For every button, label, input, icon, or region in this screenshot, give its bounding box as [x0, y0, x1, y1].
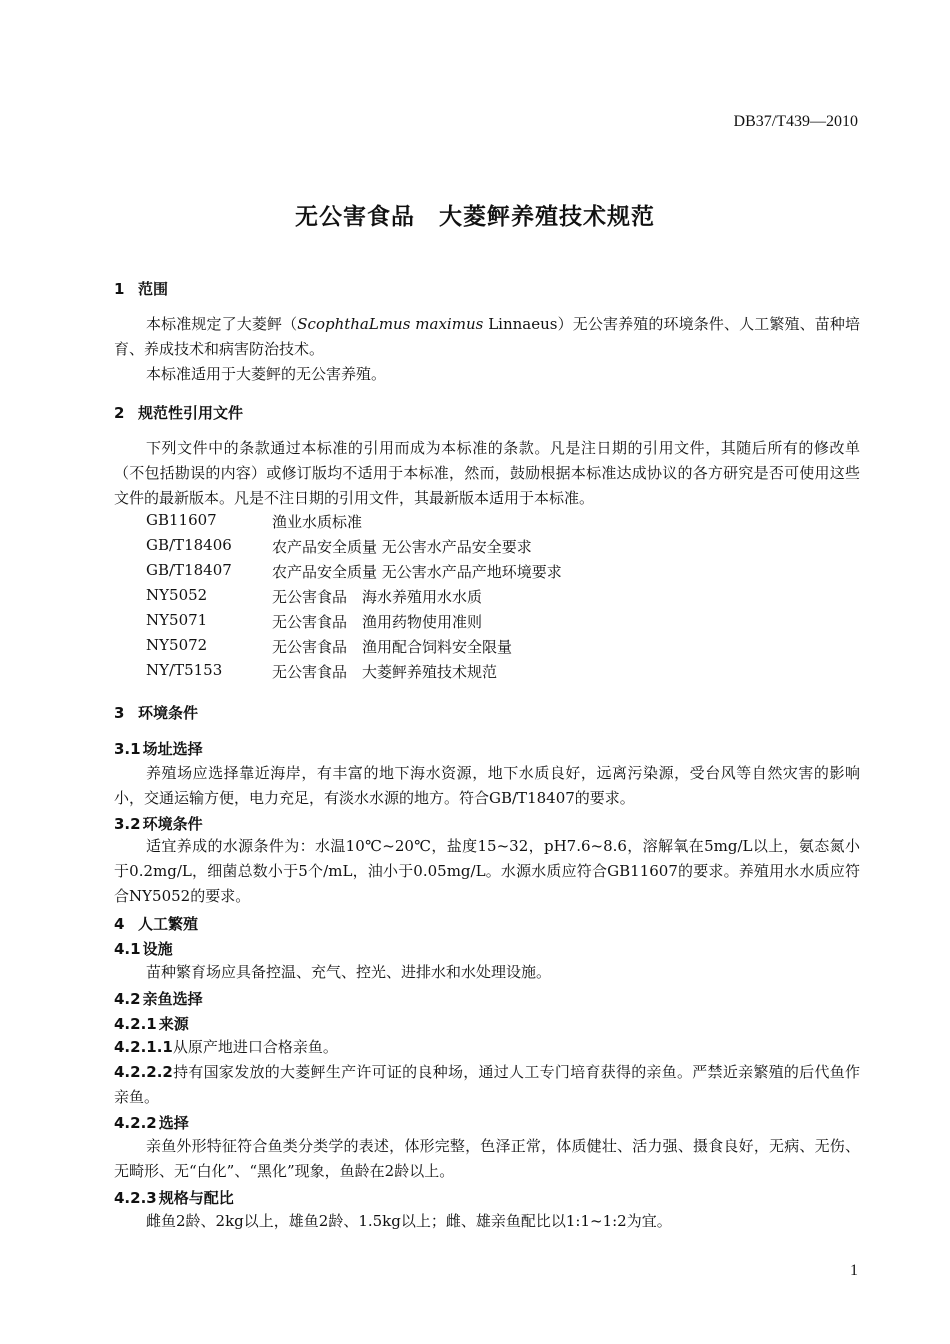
reference-title: 农产品安全质量 无公害水产品安全要求 [272, 538, 532, 556]
section-4-heading [114, 913, 198, 934]
clause-4-2-2-2 [114, 1060, 860, 1110]
section-1-heading [114, 278, 168, 299]
section-number: 3 [114, 704, 125, 722]
reference-code: NY/T5153 [146, 661, 223, 679]
reference-code: NY5072 [146, 636, 208, 654]
section-2-heading [114, 402, 243, 423]
section-title: 环境条件 [138, 704, 199, 722]
subsection-4-1-heading [114, 938, 173, 959]
reference-code: GB/T18406 [146, 536, 232, 554]
reference-title: 无公害食品 渔用配合饲料安全限量 [272, 638, 513, 656]
reference-title: 无公害食品 渔用药物使用准则 [272, 613, 483, 631]
reference-title: 无公害食品 海水养殖用水水质 [272, 588, 483, 606]
section-title: 规范性引用文件 [138, 404, 244, 422]
reference-code: NY5052 [146, 586, 208, 604]
reference-code: GB11607 [146, 511, 217, 529]
clause-text: 从原产地进口合格亲鱼。 [172, 1038, 338, 1056]
reference-title: 无公害食品 大菱鲆养殖技术规范 [272, 663, 498, 681]
subsection-number: 4.2.1 [114, 1015, 157, 1033]
subsection-title: 环境条件 [142, 815, 203, 833]
page-number: 1 [850, 1262, 858, 1279]
subsection-number: 4.1 [114, 940, 141, 958]
section-1-paragraph-1 [114, 312, 860, 362]
clause-4-2-1-1 [114, 1035, 860, 1060]
section-title: 范围 [138, 280, 169, 298]
subsection-4-2-3-paragraph: 雌鱼2龄、2kg以上，雄鱼2龄、1.5kg以上；雌、雄亲鱼配比以1:1~1:2为宜。 [146, 1212, 672, 1230]
reference-code: GB/T18407 [146, 561, 232, 579]
reference-title: 农产品安全质量 无公害水产品产地环境要求 [272, 563, 562, 581]
subsection-number: 3.1 [114, 740, 141, 758]
reference-title: 渔业水质标准 [272, 513, 363, 531]
subsection-4-2-2-paragraph: 亲鱼外形特征符合鱼类分类学的表述，体形完整，色泽正常，体质健壮、活力强、摄食良好，无病、无伤、无畸形、无“白化”、“黑化”现象，鱼龄在2龄以上。 [114, 1137, 860, 1180]
subsection-3-1-paragraph: 养殖场应选择靠近海岸，有丰富的地下海水资源，地下水质良好，远离污染源，受台风等自然灾害的影响小，交通运输方便，电力充足，有淡水水源的地方。符合GB/T18407的要求。 [114, 764, 860, 807]
text-run: Linnaeus）无公害养殖的环境条件、人工繁殖、苗种培育、养成技术和病害防治技术。 [114, 315, 860, 358]
subsection-4-2-3-heading [114, 1187, 234, 1208]
subsection-number: 4.2.2 [114, 1114, 157, 1132]
subsection-number: 4.2.3 [114, 1189, 157, 1207]
subsection-title: 设施 [142, 940, 173, 958]
section-3-heading [114, 702, 198, 723]
species-latin-name: ScophthaLmus maximus [297, 315, 484, 333]
subsection-title: 场址选择 [142, 740, 203, 758]
subsection-4-2-2-heading [114, 1112, 189, 1133]
subsection-number: 3.2 [114, 815, 141, 833]
subsection-4-1-paragraph: 苗种繁育场应具备控温、充气、控光、进排水和水处理设施。 [146, 963, 552, 981]
section-number: 1 [114, 280, 125, 298]
clause-text: 持有国家发放的大菱鲆生产许可证的良种场，通过人工专门培育获得的亲鱼。严禁近亲繁殖的后代鱼作亲鱼。 [114, 1063, 860, 1106]
subsection-3-1-heading [114, 738, 203, 759]
section-2-paragraph: 下列文件中的条款通过本标准的引用而成为本标准的条款。凡是注日期的引用文件，其随后所有的修改单（不包括勘误的内容）或修订版均不适用于本标准，然而，鼓励根据本标准达成协议的各方研究是否可使用这些文件的最新版本。凡是不注日期的引用文件，其最新版本适用于本标准。 [114, 439, 860, 507]
subsection-3-2-heading [114, 813, 203, 834]
subsection-4-2-heading [114, 988, 203, 1009]
subsection-title: 选择 [158, 1114, 189, 1132]
section-number: 4 [114, 915, 125, 933]
subsection-number: 4.2 [114, 990, 141, 1008]
subsection-title: 亲鱼选择 [142, 990, 203, 1008]
subsection-3-2-paragraph: 适宜养成的水源条件为：水温10℃~20℃，盐度15~32，pH7.6~8.6，溶解氧在5mg/L以上，氨态氮小于0.2mg/L，细菌总数小于5个/mL，油小于0.05mg/L。水源水质应符合GB11607的要求。养殖用水水质应符合NY5052的要求。 [114, 837, 860, 905]
text-run: 本标准规定了大菱鲆（ [146, 315, 298, 333]
subsection-title: 规格与配比 [158, 1189, 234, 1207]
subsection-title: 来源 [158, 1015, 189, 1033]
clause-number: 4.2.1.1 [114, 1038, 173, 1056]
document-number: DB37/T439—2010 [733, 113, 858, 130]
reference-code: NY5071 [146, 611, 208, 629]
document-title: 无公害食品 大菱鲆养殖技术规范 [295, 204, 655, 230]
clause-number: 4.2.2.2 [114, 1063, 173, 1081]
section-title: 人工繁殖 [138, 915, 199, 933]
section-number: 2 [114, 404, 125, 422]
subsection-4-2-1-heading [114, 1013, 189, 1034]
section-1-paragraph-2: 本标准适用于大菱鲆的无公害养殖。 [146, 365, 387, 383]
